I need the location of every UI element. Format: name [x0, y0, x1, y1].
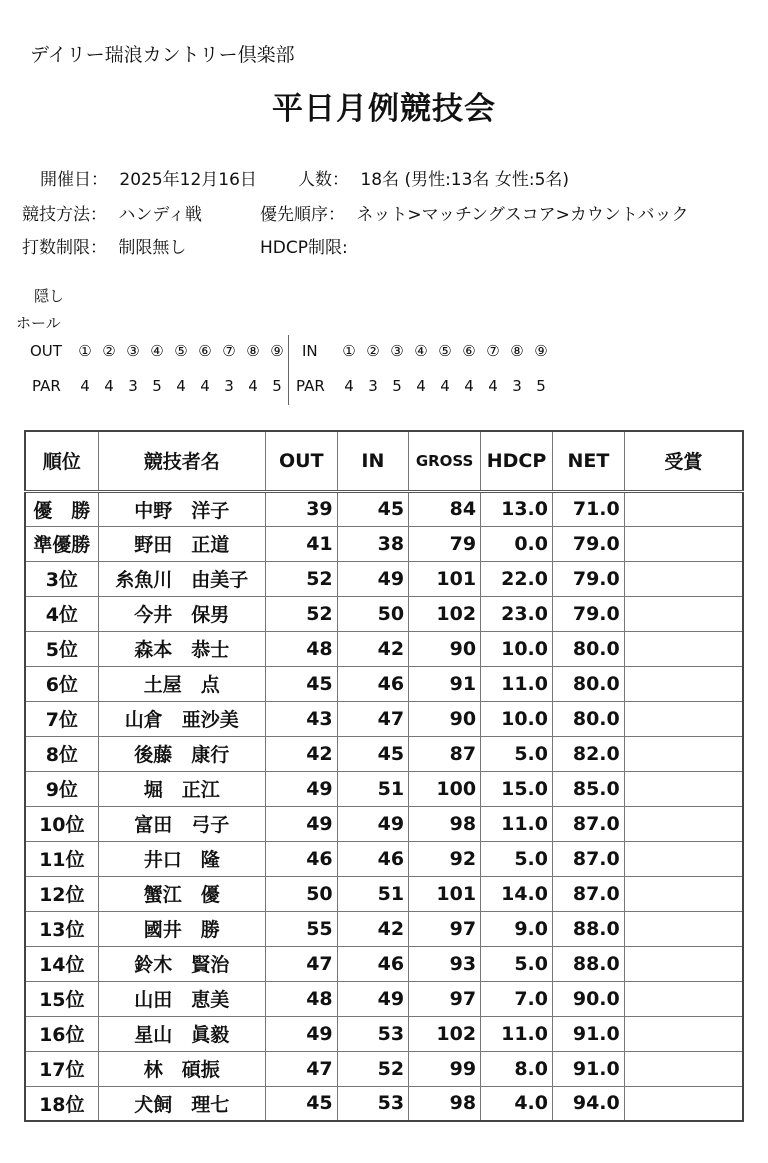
award-cell	[624, 631, 743, 666]
hidden-label-1: 隠し	[34, 287, 65, 305]
gross-cell: 101	[409, 876, 481, 911]
par-row	[0, 377, 768, 397]
table-row	[25, 841, 743, 876]
hdcp-cell: 9.0	[481, 911, 553, 946]
name-cell: 國井 勝	[98, 911, 265, 946]
out-label: OUT	[30, 342, 62, 360]
out-par: 5	[152, 377, 162, 395]
in-cell: 49	[337, 806, 408, 841]
rank-cell: 11位	[25, 841, 98, 876]
info-hdcp-limit	[260, 233, 348, 258]
gross-cell: 102	[409, 596, 481, 631]
hdcp-cell: 23.0	[481, 596, 553, 631]
in-cell: 52	[337, 1051, 408, 1086]
name-cell: 土屋 点	[98, 666, 265, 701]
table-row	[25, 1086, 743, 1121]
name-cell: 堀 正江	[98, 771, 265, 806]
net-cell: 80.0	[552, 666, 624, 701]
in-hole: ⑤	[438, 342, 452, 360]
out-par: 4	[200, 377, 210, 395]
table-row	[25, 806, 743, 841]
table-row	[25, 491, 743, 526]
name-cell: 山田 恵美	[98, 981, 265, 1016]
award-cell	[624, 911, 743, 946]
table-row	[25, 771, 743, 806]
in-cell: 46	[337, 841, 408, 876]
club-name: デイリー瑞浪カントリー倶楽部	[30, 44, 295, 66]
hdcp-cell: 0.0	[481, 526, 553, 561]
hdcp-cell: 11.0	[481, 1016, 553, 1051]
out-par: 3	[128, 377, 138, 395]
rank-cell: 10位	[25, 806, 98, 841]
net-cell: 71.0	[552, 491, 624, 526]
out-cell: 49	[265, 1016, 337, 1051]
date-label: 開催日：	[40, 170, 108, 190]
header-in: IN	[337, 431, 408, 491]
out-cell: 49	[265, 771, 337, 806]
header-net: NET	[552, 431, 624, 491]
award-cell	[624, 841, 743, 876]
rank-cell: 6位	[25, 666, 98, 701]
in-cell: 50	[337, 596, 408, 631]
award-cell	[624, 1016, 743, 1051]
par-label-in: PAR	[296, 377, 325, 395]
out-hole: ④	[150, 342, 164, 360]
holes-divider	[288, 335, 289, 405]
out-cell: 55	[265, 911, 337, 946]
table-row	[25, 701, 743, 736]
out-par: 4	[104, 377, 114, 395]
in-cell: 53	[337, 1086, 408, 1121]
name-cell: 後藤 康行	[98, 736, 265, 771]
out-hole: ⑦	[222, 342, 236, 360]
count-value: 18名 (男性:13名 女性:5名)	[360, 170, 570, 190]
award-cell	[624, 526, 743, 561]
name-cell: 今井 保男	[98, 596, 265, 631]
in-hole: ⑧	[510, 342, 524, 360]
count-label: 人数：	[298, 170, 349, 190]
table-row	[25, 946, 743, 981]
out-par: 4	[176, 377, 186, 395]
out-cell: 48	[265, 631, 337, 666]
in-cell: 38	[337, 526, 408, 561]
in-par: 5	[392, 377, 402, 395]
name-cell: 糸魚川 由美子	[98, 561, 265, 596]
info-date	[40, 165, 257, 190]
rank-cell: 16位	[25, 1016, 98, 1051]
header-name: 競技者名	[98, 431, 265, 491]
out-hole: ②	[102, 342, 116, 360]
in-cell: 51	[337, 771, 408, 806]
award-cell	[624, 666, 743, 701]
gross-cell: 99	[409, 1051, 481, 1086]
limit-label: 打数制限：	[22, 238, 107, 258]
gross-cell: 98	[409, 1086, 481, 1121]
rank-cell: 8位	[25, 736, 98, 771]
in-hole: ⑨	[534, 342, 548, 360]
hdcp-cell: 13.0	[481, 491, 553, 526]
out-cell: 46	[265, 841, 337, 876]
gross-cell: 98	[409, 806, 481, 841]
hidden-holes-row	[0, 342, 768, 362]
gross-cell: 101	[409, 561, 481, 596]
award-cell	[624, 946, 743, 981]
par-label-out: PAR	[32, 377, 61, 395]
gross-cell: 100	[409, 771, 481, 806]
net-cell: 90.0	[552, 981, 624, 1016]
net-cell: 88.0	[552, 911, 624, 946]
hdcp-cell: 5.0	[481, 946, 553, 981]
rank-cell: 13位	[25, 911, 98, 946]
net-cell: 88.0	[552, 946, 624, 981]
out-hole: ⑧	[246, 342, 260, 360]
header-out: OUT	[265, 431, 337, 491]
gross-cell: 102	[409, 1016, 481, 1051]
in-hole: ①	[342, 342, 356, 360]
in-cell: 47	[337, 701, 408, 736]
award-cell	[624, 561, 743, 596]
in-par: 5	[536, 377, 546, 395]
in-par: 4	[488, 377, 498, 395]
in-cell: 42	[337, 631, 408, 666]
out-cell: 43	[265, 701, 337, 736]
priority-value: ネット>マッチングスコア>カウントバック	[356, 205, 689, 225]
net-cell: 94.0	[552, 1086, 624, 1121]
name-cell: 富田 弓子	[98, 806, 265, 841]
in-cell: 49	[337, 561, 408, 596]
header-award: 受賞	[624, 431, 743, 491]
name-cell: 蟹江 優	[98, 876, 265, 911]
name-cell: 犬飼 理七	[98, 1086, 265, 1121]
gross-cell: 84	[409, 491, 481, 526]
table-row	[25, 526, 743, 561]
award-cell	[624, 981, 743, 1016]
out-cell: 45	[265, 666, 337, 701]
gross-cell: 93	[409, 946, 481, 981]
rank-cell: 15位	[25, 981, 98, 1016]
gross-cell: 97	[409, 911, 481, 946]
rank-cell: 7位	[25, 701, 98, 736]
header-hdcp: HDCP	[481, 431, 553, 491]
hdcp-cell: 10.0	[481, 701, 553, 736]
table-row	[25, 736, 743, 771]
hdcp-cell: 5.0	[481, 841, 553, 876]
out-par: 4	[248, 377, 258, 395]
out-hole: ⑤	[174, 342, 188, 360]
hdcp-cell: 15.0	[481, 771, 553, 806]
in-par: 4	[344, 377, 354, 395]
in-par: 3	[368, 377, 378, 395]
out-cell: 47	[265, 946, 337, 981]
rank-cell: 12位	[25, 876, 98, 911]
in-cell: 45	[337, 736, 408, 771]
table-header-row	[25, 431, 743, 491]
name-cell: 井口 隆	[98, 841, 265, 876]
in-hole: ②	[366, 342, 380, 360]
net-cell: 87.0	[552, 876, 624, 911]
in-cell: 53	[337, 1016, 408, 1051]
rank-cell: 17位	[25, 1051, 98, 1086]
out-cell: 42	[265, 736, 337, 771]
out-cell: 48	[265, 981, 337, 1016]
info-count	[298, 165, 569, 190]
out-cell: 52	[265, 596, 337, 631]
in-hole: ⑥	[462, 342, 476, 360]
table-row	[25, 1051, 743, 1086]
rank-cell: 4位	[25, 596, 98, 631]
in-par: 4	[440, 377, 450, 395]
award-cell	[624, 1086, 743, 1121]
out-hole: ①	[78, 342, 92, 360]
rank-cell: 準優勝	[25, 526, 98, 561]
hdcp-cell: 10.0	[481, 631, 553, 666]
out-cell: 50	[265, 876, 337, 911]
results-table	[24, 430, 744, 1122]
out-cell: 52	[265, 561, 337, 596]
net-cell: 80.0	[552, 701, 624, 736]
hdcp-cell: 5.0	[481, 736, 553, 771]
in-hole: ⑦	[486, 342, 500, 360]
rank-cell: 14位	[25, 946, 98, 981]
name-cell: 山倉 亜沙美	[98, 701, 265, 736]
date-value: 2025年12月16日	[119, 170, 257, 190]
in-par: 4	[464, 377, 474, 395]
name-cell: 星山 眞毅	[98, 1016, 265, 1051]
hdcp-cell: 8.0	[481, 1051, 553, 1086]
out-cell: 47	[265, 1051, 337, 1086]
in-cell: 46	[337, 946, 408, 981]
limit-value: 制限無し	[118, 238, 187, 258]
in-cell: 46	[337, 666, 408, 701]
net-cell: 79.0	[552, 596, 624, 631]
header-gross: GROSS	[409, 431, 481, 491]
net-cell: 82.0	[552, 736, 624, 771]
in-label: IN	[302, 342, 318, 360]
out-hole: ③	[126, 342, 140, 360]
net-cell: 80.0	[552, 631, 624, 666]
table-row	[25, 596, 743, 631]
out-cell: 49	[265, 806, 337, 841]
info-method	[22, 200, 202, 225]
table-row	[25, 981, 743, 1016]
method-value: ハンディ戦	[118, 205, 203, 225]
header-rank: 順位	[25, 431, 98, 491]
net-cell: 87.0	[552, 806, 624, 841]
in-hole: ③	[390, 342, 404, 360]
hdcp-cell: 4.0	[481, 1086, 553, 1121]
name-cell: 野田 正道	[98, 526, 265, 561]
hdcp-cell: 11.0	[481, 666, 553, 701]
award-cell	[624, 736, 743, 771]
info-priority	[260, 200, 689, 225]
gross-cell: 92	[409, 841, 481, 876]
table-row	[25, 1016, 743, 1051]
gross-cell: 97	[409, 981, 481, 1016]
table-row	[25, 561, 743, 596]
in-cell: 42	[337, 911, 408, 946]
award-cell	[624, 701, 743, 736]
gross-cell: 90	[409, 701, 481, 736]
name-cell: 中野 洋子	[98, 491, 265, 526]
rank-cell: 3位	[25, 561, 98, 596]
out-cell: 39	[265, 491, 337, 526]
in-par: 4	[416, 377, 426, 395]
out-cell: 41	[265, 526, 337, 561]
net-cell: 91.0	[552, 1051, 624, 1086]
net-cell: 85.0	[552, 771, 624, 806]
gross-cell: 79	[409, 526, 481, 561]
table-row	[25, 876, 743, 911]
award-cell	[624, 596, 743, 631]
out-par: 5	[272, 377, 282, 395]
method-label: 競技方法：	[22, 205, 107, 225]
net-cell: 79.0	[552, 561, 624, 596]
gross-cell: 90	[409, 631, 481, 666]
out-cell: 45	[265, 1086, 337, 1121]
hdcp-cell: 22.0	[481, 561, 553, 596]
out-hole: ⑨	[270, 342, 284, 360]
in-cell: 49	[337, 981, 408, 1016]
hdcp-cell: 7.0	[481, 981, 553, 1016]
hdcp-cell: 14.0	[481, 876, 553, 911]
info-limit	[22, 233, 186, 258]
name-cell: 林 碩振	[98, 1051, 265, 1086]
hidden-label-2: ホール	[16, 314, 61, 332]
out-par: 4	[80, 377, 90, 395]
gross-cell: 91	[409, 666, 481, 701]
in-cell: 45	[337, 491, 408, 526]
award-cell	[624, 1051, 743, 1086]
hdcp-limit-label: HDCP制限:	[260, 238, 348, 258]
award-cell	[624, 806, 743, 841]
table-row	[25, 631, 743, 666]
net-cell: 91.0	[552, 1016, 624, 1051]
out-hole: ⑥	[198, 342, 212, 360]
in-cell: 51	[337, 876, 408, 911]
name-cell: 鈴木 賢治	[98, 946, 265, 981]
net-cell: 87.0	[552, 841, 624, 876]
in-par: 3	[512, 377, 522, 395]
name-cell: 森本 恭士	[98, 631, 265, 666]
gross-cell: 87	[409, 736, 481, 771]
rank-cell: 優 勝	[25, 491, 98, 526]
award-cell	[624, 771, 743, 806]
priority-label: 優先順序：	[260, 205, 345, 225]
award-cell	[624, 491, 743, 526]
in-hole: ④	[414, 342, 428, 360]
rank-cell: 5位	[25, 631, 98, 666]
net-cell: 79.0	[552, 526, 624, 561]
table-row	[25, 666, 743, 701]
page-title: 平日月例競技会	[272, 91, 496, 127]
table-row	[25, 911, 743, 946]
hdcp-cell: 11.0	[481, 806, 553, 841]
rank-cell: 9位	[25, 771, 98, 806]
award-cell	[624, 876, 743, 911]
rank-cell: 18位	[25, 1086, 98, 1121]
out-par: 3	[224, 377, 234, 395]
